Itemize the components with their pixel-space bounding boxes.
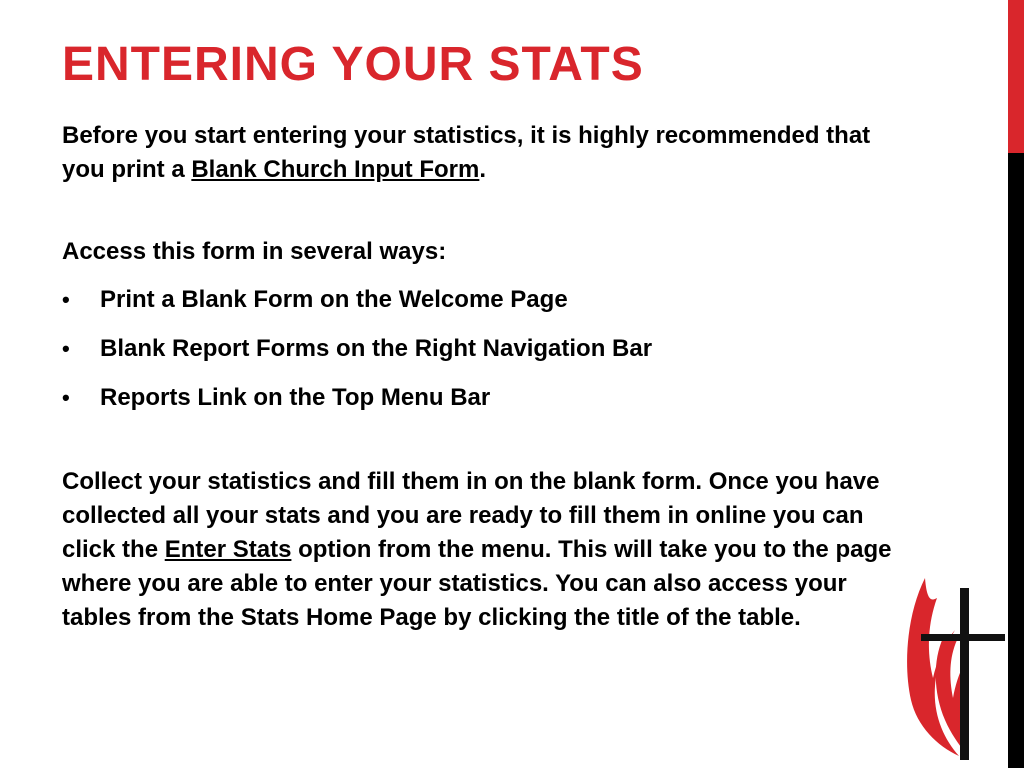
access-intro-text: Access this form in several ways:	[62, 238, 447, 265]
collect-text-before: Collect your statistics and fill them in on the blank form. Once you have collected all your stats and you are ready to fill them in online you can click the	[62, 468, 880, 563]
bullet-icon: •	[62, 287, 70, 312]
list-item-text: Print a Blank Form on the Welcome Page	[100, 286, 568, 313]
list-item	[62, 332, 902, 366]
collect-paragraph	[62, 465, 902, 635]
access-methods-list	[62, 283, 902, 415]
list-item-text: Reports Link on the Top Menu Bar	[100, 384, 491, 411]
enter-stats-link[interactable]: Enter Stats	[164, 536, 292, 563]
cross-and-flame-icon	[903, 574, 1007, 760]
accent-bar-red	[1008, 0, 1024, 153]
bullet-icon: •	[62, 385, 70, 410]
bullet-icon: •	[62, 336, 70, 361]
slide-body	[62, 119, 902, 635]
spacer	[62, 415, 902, 465]
intro-paragraph	[62, 119, 902, 187]
list-item	[62, 381, 902, 415]
intro-text-after: .	[479, 156, 487, 183]
list-item-text: Blank Report Forms on the Right Navigation Bar	[100, 335, 653, 362]
blank-church-input-form-link[interactable]: Blank Church Input Form	[191, 156, 480, 183]
spacer	[62, 187, 902, 235]
slide-title: ENTERING YOUR STATS	[62, 38, 644, 91]
intro-text-before: Before you start entering your statistics, it is highly recommended that you print a	[62, 122, 871, 183]
accent-bar-black	[1008, 153, 1024, 768]
collect-text-after: option from the menu. This will take you to the page where you are able to enter your statistics. You can also access your tables from the Stats Home Page by clicking the title of the table.	[62, 536, 892, 631]
list-item	[62, 283, 902, 317]
